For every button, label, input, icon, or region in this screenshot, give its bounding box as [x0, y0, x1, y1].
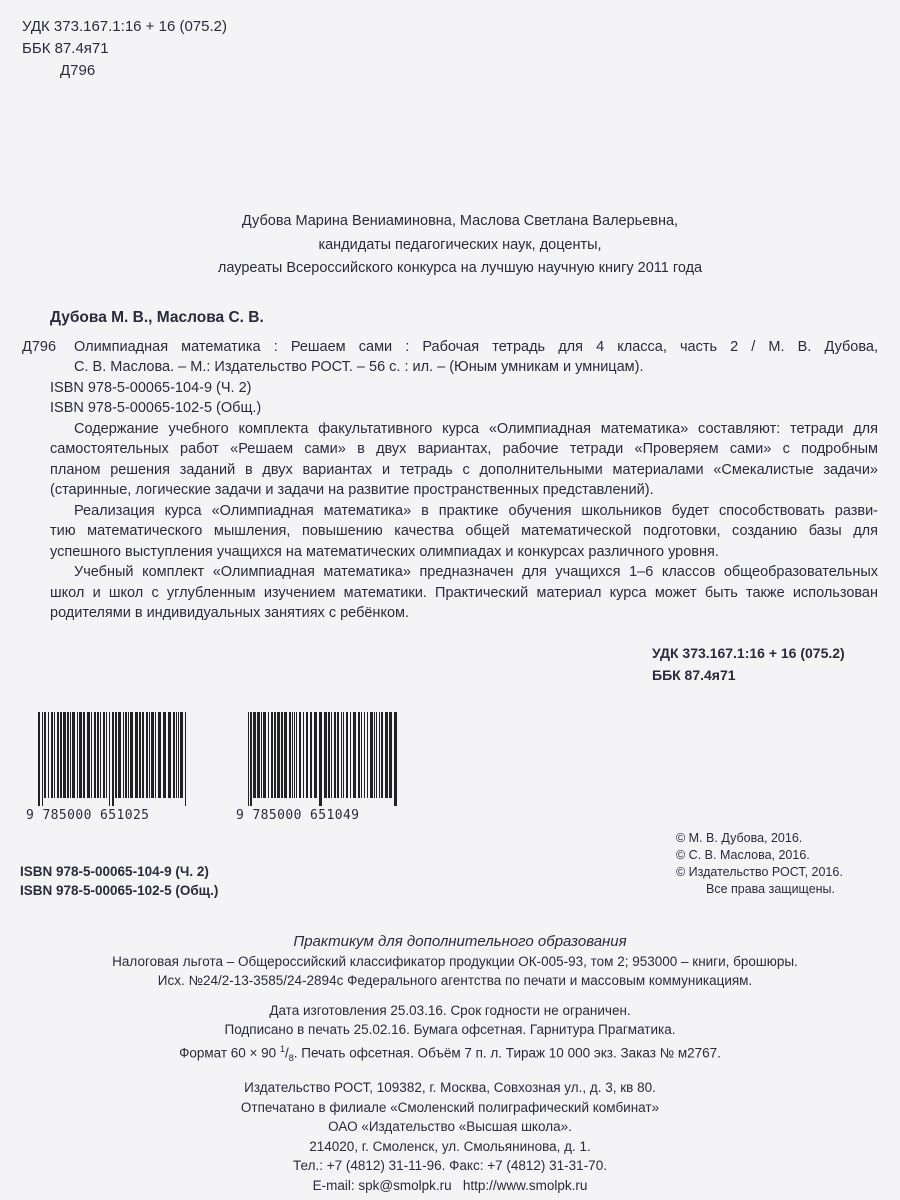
format-prefix: Формат 60 × 90: [179, 1045, 280, 1060]
barcode-bar: [67, 712, 69, 798]
annotation-paragraph-3: [22, 562, 878, 624]
barcode-bar: [310, 712, 312, 798]
barcode-bar: [281, 712, 283, 798]
barcode-bar: [385, 712, 388, 798]
barcode-bar: [168, 712, 171, 798]
barcode-bar: [42, 712, 43, 806]
barcode-bar: [87, 712, 90, 798]
annotation-line: успешного выступления учащихся на математических олимпиадах и конкурсах различного уровня.: [50, 543, 719, 560]
barcode-bar: [250, 712, 252, 806]
barcode-bars: [38, 712, 188, 806]
barcode-bar: [261, 712, 262, 798]
annotation-line: Содержание учебного комплекта факультативного курса «Олимпиадная математика» составляют: тетради для: [74, 420, 878, 437]
barcode-bars: [248, 712, 398, 806]
printed-at: Отпечатано в филиале «Смоленский полиграфический комбинат»: [240, 1099, 660, 1115]
barcode-bar: [374, 712, 375, 798]
barcode-bar: [130, 712, 133, 798]
barcode-bar: [151, 712, 154, 798]
barcode-bar: [128, 712, 129, 798]
barcode-bar: [284, 712, 287, 798]
biblio-title-line-1: Олимпиадная математика : Решаем сами : Рабочая тетрадь для 4 класса, часть 2 / М. В. Дубова,: [74, 338, 878, 355]
tax-benefit: Налоговая льгота – Общероссийский классификатор продукции ОК-005-93, том 2; 953000 – книги, брошюры.: [112, 953, 798, 969]
authors-awards: лауреаты Всероссийского конкурса на лучшую научную книгу 2011 года: [217, 260, 703, 276]
publisher-address: Издательство РОСТ, 109382, г. Москва, Совхозная ул., д. 3, кв 80.: [244, 1080, 656, 1096]
barcode-bar: [63, 712, 66, 798]
barcode-bar: [343, 712, 344, 798]
barcode-bar: [149, 712, 150, 798]
annotation-line: Учебный комплект «Олимпиадная математика» предназначен для учащихся 1–6 классов общеобразовательных: [74, 564, 878, 580]
barcode-bar: [125, 712, 127, 798]
barcode-digits: 9 785000 651049: [236, 808, 360, 823]
copyright-publisher: © Издательство РОСТ, 2016.: [676, 865, 843, 879]
biblio-isbn-part: ISBN 978-5-00065-104-9 (Ч. 2): [50, 379, 252, 396]
barcode-bar: [350, 712, 351, 798]
barcode-bar: [79, 712, 82, 798]
barcode-bar: [353, 712, 356, 798]
barcode-bar: [91, 712, 92, 798]
annotation-line: планом решения заданий в двух вариантах и тетрадь с дополнительными материалами «Смекалистые задачи»: [50, 461, 878, 478]
barcode-bar: [299, 712, 301, 798]
biblio-author-mark: Д796: [22, 338, 57, 355]
barcode-bar: [106, 712, 107, 798]
barcode-bar: [48, 712, 49, 798]
biblio-title-line-2: С. В. Маслова. – М.: Издательство РОСТ. – 56 с. : ил. – (Юным умникам и умницам).: [74, 359, 644, 375]
barcode-bar: [173, 712, 175, 798]
annotation-line: Реализация курса «Олимпиадная математика» в практике обучения школьников будет способствовать разви-: [74, 502, 878, 519]
authors-info: [0, 210, 900, 281]
udk-footer: [652, 642, 845, 686]
isbn-general: ISBN 978-5-00065-102-5 (Общ.): [20, 883, 219, 898]
printer-company: ОАО «Издательство «Высшая школа».: [328, 1119, 572, 1135]
barcode-bar: [389, 712, 392, 798]
barcode-bar: [77, 712, 78, 798]
barcode-bar: [257, 712, 260, 798]
annotation-paragraph-2: [22, 501, 878, 563]
barcode-bar: [324, 712, 327, 798]
print-format: Формат 60 × 90 $^1/_8$. Печать офсетная. Объём 7 п. л. Тираж 10 000 экз. Заказ № м2767.: [179, 1043, 721, 1063]
barcode-bar: [112, 712, 114, 806]
rights-reserved: Все права защищены.: [706, 882, 836, 896]
production-date: Дата изготовления 25.03.16. Срок годности не ограничен.: [269, 1002, 631, 1018]
barcode-bar: [296, 712, 297, 798]
barcode-1: [26, 712, 196, 824]
bibliographic-record: [22, 308, 878, 624]
barcode-bar: [54, 712, 55, 798]
barcode-bar: [51, 712, 53, 798]
barcode-bar: [381, 712, 383, 798]
format-fraction-denominator: 8: [288, 1052, 294, 1063]
udk-code-bottom: УДК 373.167.1:16 + 16 (075.2): [652, 645, 845, 661]
format-suffix: . Печать офсетная. Объём 7 п. л. Тираж 10 000 экз. Заказ № м2767.: [293, 1045, 721, 1060]
barcode-bar: [38, 712, 40, 806]
format-fraction-numerator: 1: [279, 1043, 285, 1054]
barcode-bar: [248, 712, 249, 806]
udk-code: УДК 373.167.1:16 + 16 (075.2): [22, 18, 227, 35]
barcode-bar: [346, 712, 348, 798]
barcode-bar: [341, 712, 342, 798]
barcode-bar: [72, 712, 75, 798]
barcode-bar: [292, 712, 293, 798]
barcode-bar: [370, 712, 373, 798]
barcode-bar: [361, 712, 362, 798]
barcode-bar: [294, 712, 295, 798]
barcode-bar: [158, 712, 161, 798]
barcode-bar: [44, 712, 46, 798]
annotation-line: школ и школ с углубленным изучением математики. Практический материал курса может быть также использован: [50, 584, 878, 601]
barcode-bar: [268, 712, 269, 798]
barcode-bar: [271, 712, 273, 798]
barcode-bar: [109, 712, 110, 806]
annotation-line: (старинные, логические задачи и задачи на развитие пространственных представлений).: [50, 482, 654, 498]
agency-ref: Исх. №24/2-13-3585/24-2894с Федерального агентства по печати и массовым коммуникациям.: [157, 973, 753, 988]
barcode-bar: [60, 712, 62, 798]
barcode-2: [236, 712, 406, 824]
annotation-line: тию математического мышления, повышению качества общей математической подготовки, созданию базы для: [50, 523, 878, 539]
udk-header: [22, 16, 227, 82]
barcode-bar: [379, 712, 380, 798]
barcode-bar: [142, 712, 144, 798]
barcode-bar: [103, 712, 105, 798]
barcode-bar: [185, 712, 186, 806]
barcode-bar: [139, 712, 141, 798]
printer-phone: Тел.: +7 (4812) 31-11-96. Факс: +7 (4812) 31-31-70.: [293, 1158, 607, 1174]
barcode-bar: [289, 712, 291, 798]
barcode-bar: [146, 712, 148, 798]
barcode-bar: [376, 712, 377, 798]
barcode-bar: [57, 712, 59, 798]
annotation-paragraph-1: [22, 419, 878, 501]
barcode-bar: [115, 712, 117, 798]
authors-degrees: кандидаты педагогических наук, доценты,: [318, 236, 602, 253]
barcode-bar: [70, 712, 71, 798]
barcode-bar: [358, 712, 360, 798]
isbn-part: ISBN 978-5-00065-104-9 (Ч. 2): [20, 864, 209, 879]
barcode-bar: [319, 712, 322, 806]
barcode-bar: [155, 712, 156, 798]
series-name: Практикум для дополнительного образования: [293, 933, 627, 950]
barcode-bar: [135, 712, 138, 798]
author-mark: Д796: [60, 62, 96, 79]
barcode-bar: [303, 712, 304, 798]
barcode-bar: [263, 712, 266, 798]
barcode-bar: [83, 712, 85, 798]
barcode-bar: [163, 712, 166, 798]
copyright-block: [676, 830, 843, 898]
copyright-author-1: © М. В. Дубова, 2016.: [676, 831, 803, 845]
barcode-bar: [123, 712, 124, 798]
barcode-bar: [306, 712, 308, 798]
copyright-author-2: © С. В. Маслова, 2016.: [676, 848, 810, 862]
barcode-bar: [180, 712, 183, 798]
barcode-bar: [328, 712, 330, 798]
barcode-bar: [274, 712, 276, 798]
barcode-bar: [277, 712, 280, 798]
bbk-code: ББК 87.4я71: [22, 40, 109, 57]
signed-to-print: Подписано в печать 25.02.16. Бумага офсетная. Гарнитура Прагматика.: [224, 1022, 676, 1037]
barcode-bar: [334, 712, 336, 798]
barcode-bar: [253, 712, 256, 798]
barcode-bar: [364, 712, 365, 798]
biblio-isbn-general: ISBN 978-5-00065-102-5 (Общ.): [50, 400, 262, 416]
barcode-bar: [331, 712, 332, 798]
barcode-bar: [176, 712, 177, 798]
barcode-bar: [314, 712, 317, 798]
imprint-block: [0, 932, 900, 1195]
authors-names: Дубова Марина Вениаминовна, Маслова Светлана Валерьевна,: [241, 213, 679, 229]
annotation-line: родителями в индивидуальных занятиях с ребёнком.: [50, 605, 410, 621]
bbk-code-bottom: ББК 87.4я71: [652, 667, 736, 683]
printer-email: E-mail: spk@smolpk.ru http://www.smolpk.ru: [312, 1177, 588, 1193]
barcode-bar: [367, 712, 368, 798]
barcode-bar: [178, 712, 179, 798]
isbn-block: [20, 862, 218, 900]
barcode-bar: [94, 712, 96, 798]
barcode-bar: [97, 712, 99, 798]
annotation-line: самостоятельных работ «Решаем сами» в двух вариантах, рабочие тетради «Проверяем сами» с подробным: [50, 441, 878, 457]
barcode-digits: 9 785000 651025: [26, 808, 150, 823]
barcode-bar: [394, 712, 397, 806]
barcode-bar: [100, 712, 101, 798]
biblio-heading: Дубова М. В., Маслова С. В.: [50, 309, 264, 326]
barcode-bar: [337, 712, 339, 798]
barcode-bar: [118, 712, 121, 798]
printer-address: 214020, г. Смоленск, ул. Смольянинова, д. 1.: [309, 1138, 591, 1154]
